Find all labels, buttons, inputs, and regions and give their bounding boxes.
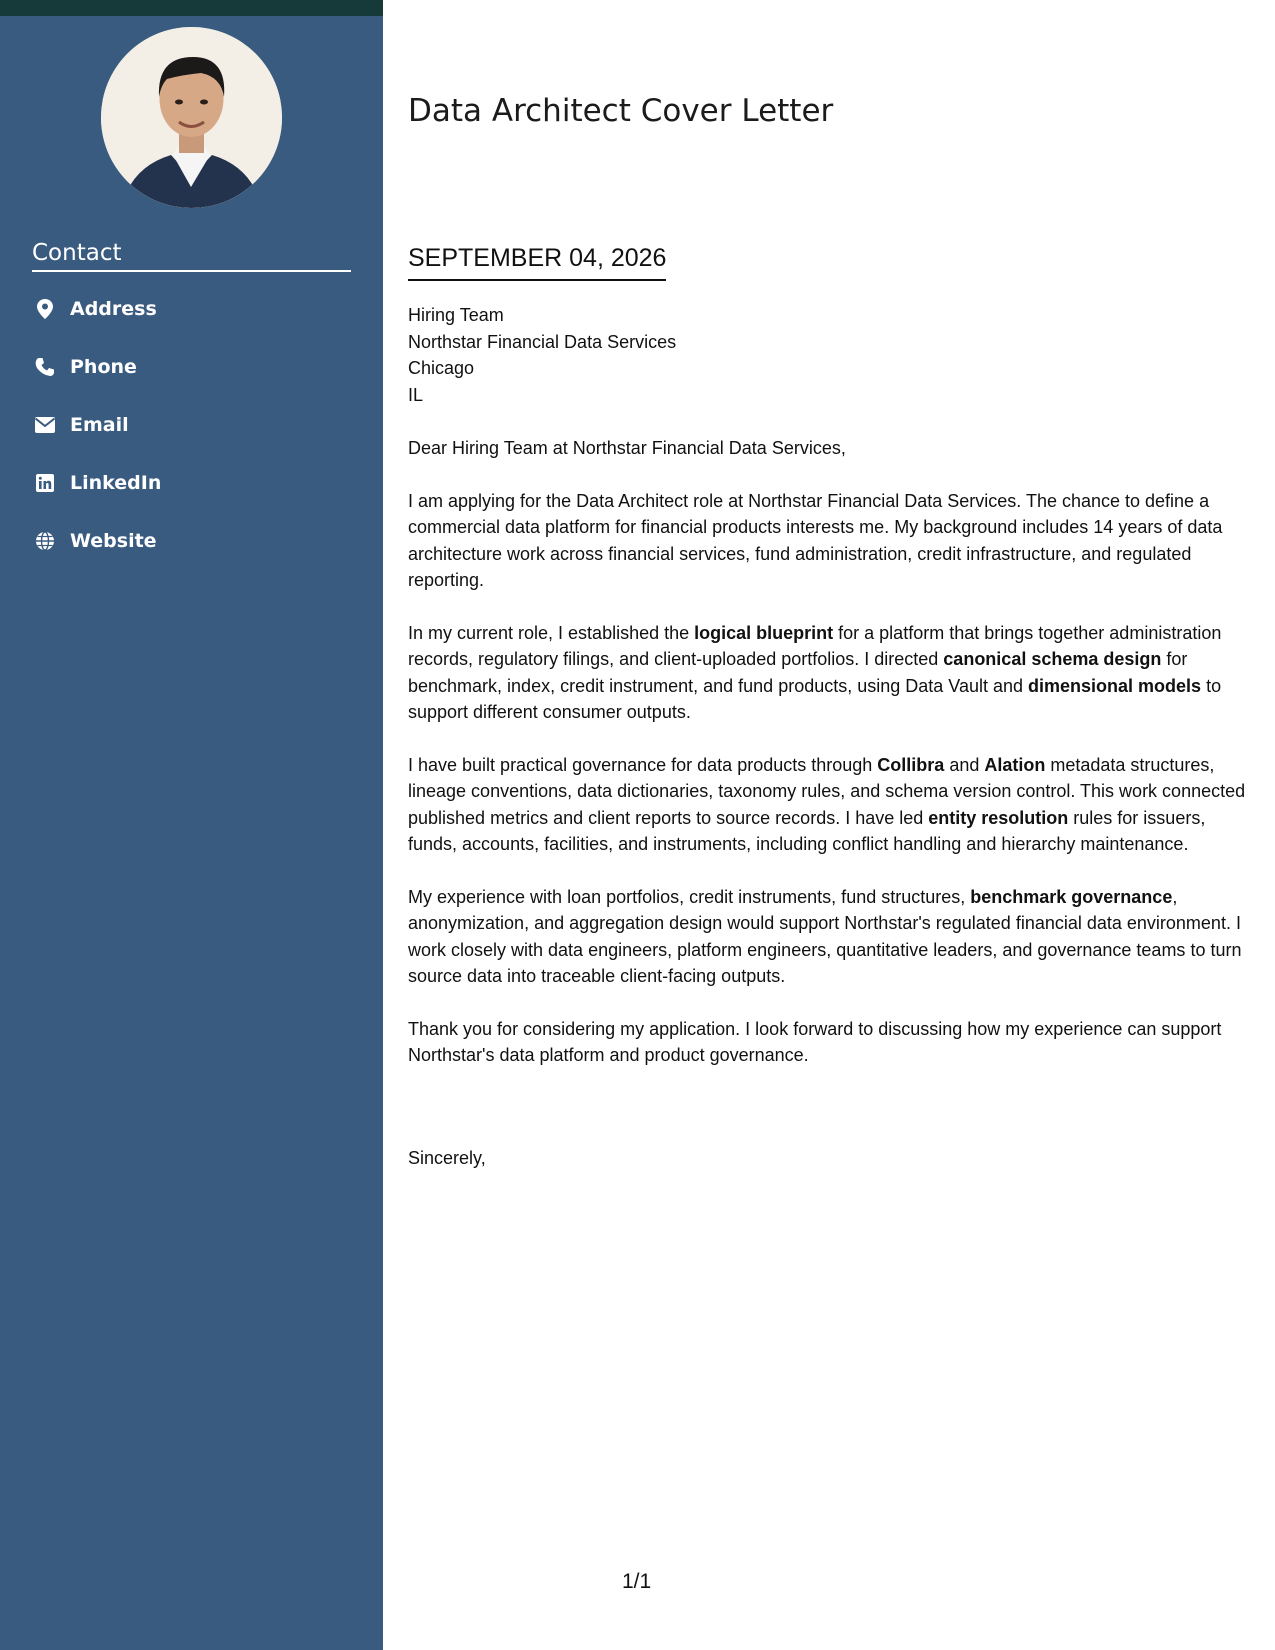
sidebar [0, 0, 383, 1650]
recipient-line: Hiring Team [408, 305, 504, 325]
contact-label-email: Email [70, 414, 129, 436]
map-pin-icon [32, 296, 58, 322]
globe-icon [32, 528, 58, 554]
paragraph-1: I am applying for the Data Architect role at Northstar Financial Data Services. The chance to define a commercial data platform for financial products interests me. My background includes 14 years of data architecture work across financial services, fund administration, credit infrastructure, and regulated reporting. [408, 490, 1223, 590]
linkedin-icon [32, 470, 58, 496]
paragraph-3: I have built practical governance for data products through Collibra and Alation metadata structures, lineage conventions, data dictionaries, taxonomy rules, and schema version control. This work connected published metrics and client reports to source records. I have led entity resolution rules for issuers, funds, accounts, facilities, and instruments, including conflict handling and hierarchy maintenance. [408, 754, 1246, 854]
recipient-company: Northstar Financial Data Services [408, 331, 677, 352]
page-number: 1/1 [622, 1570, 652, 1593]
contact-label-website: Website [70, 530, 157, 552]
paragraph-2: In my current role, I established the logical blueprint for a platform that brings together administration records, regulatory filings, and client-uploaded portfolios. I directed canonical schema design for benchmark, index, credit instrument, and fund products, using Data Vault and dimensional models to support different consumer outputs. [408, 622, 1222, 722]
contact-heading: Contact [32, 240, 351, 272]
recipient-city: Chicago [408, 358, 475, 378]
letter-body [408, 435, 1253, 1095]
phone-icon [32, 354, 58, 380]
closing: Sincerely, [408, 1148, 486, 1168]
envelope-icon [32, 412, 58, 438]
contact-item-phone[interactable] [32, 338, 352, 396]
contact-label-phone: Phone [70, 356, 137, 378]
recipient-state: IL [408, 384, 424, 405]
paragraph-4: My experience with loan portfolios, credit instruments, fund structures, benchmark governance, anonymization, and aggregation design would support Northstar's regulated financial data environment. I work closely with data engineers, platform engineers, quantitative leaders, and governance teams to turn source data into traceable client-facing outputs. [408, 886, 1242, 986]
avatar [101, 27, 282, 208]
recipient-block [408, 302, 676, 408]
contact-label-linkedin: LinkedIn [70, 472, 162, 494]
letter-date: SEPTEMBER 04, 2026 [408, 244, 666, 281]
salutation: Dear Hiring Team at Northstar Financial Data Services, [408, 438, 846, 458]
sidebar-top-bar [0, 0, 383, 16]
contact-item-address[interactable] [32, 280, 352, 338]
paragraph-5: Thank you for considering my application. I look forward to discussing how my experience can support Northstar's data platform and product governance. [408, 1018, 1222, 1065]
page-title: Data Architect Cover Letter [408, 92, 834, 129]
profile-photo [101, 27, 282, 208]
contact-item-email[interactable] [32, 396, 352, 454]
contact-item-linkedin[interactable] [32, 454, 352, 512]
contact-label-address: Address [70, 298, 157, 320]
contact-item-website[interactable] [32, 512, 352, 570]
contact-list [32, 280, 352, 570]
